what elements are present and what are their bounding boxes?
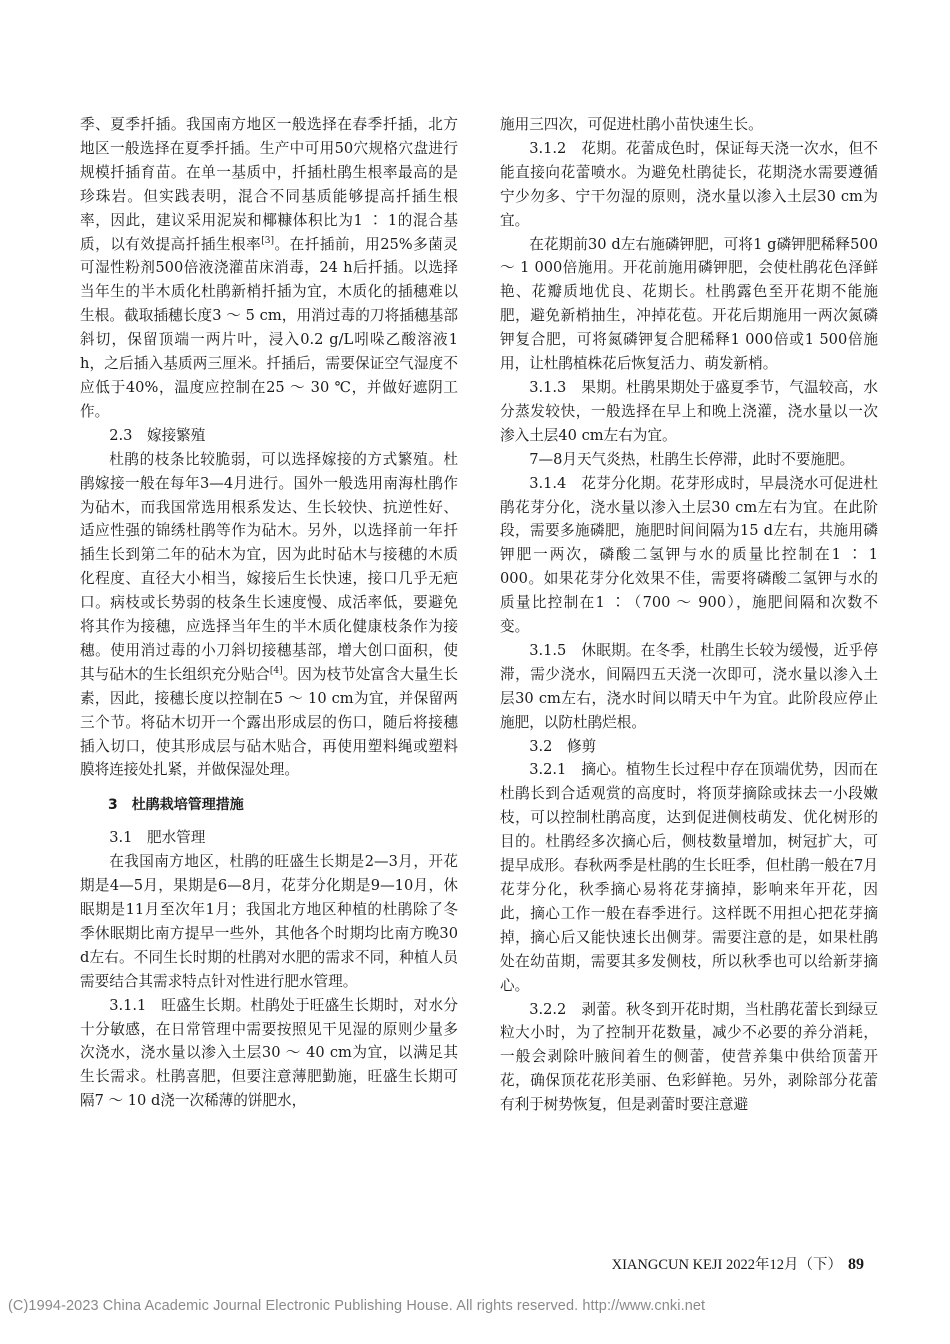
citation-ref: [3] <box>261 235 274 246</box>
paragraph: 在花期前30 d左右施磷钾肥，可将1 g磷钾肥稀释500 ～ 1 000倍施用。开花前施用磷钾肥，会使杜鹃花色泽鲜艳、花瓣质地优良、花期长。杜鹃露色至开花期不能施肥，避免新梢抽生，冲掉花苞。开花后期施用一两次氮磷钾复合肥，可将氮磷钾复合肥稀释1 000倍或1 500倍施用，让杜鹃植株花后恢复活力、萌发新梢。 <box>500 235 878 373</box>
paragraph: 季、夏季扦插。我国南方地区一般选择在春季扦插，北方地区一般选择在夏季扦插。生产中可用50穴规格穴盘进行规模扦插育苗。在单一基质中，扦插杜鹃生根率最高的是珍珠岩。但实践表明，混合不同基质能够提高扦插生根率，因此，建议采用泥炭和椰糠体积比为1 ∶ 1的混合基质，以有效提高扦插生根率[3]。在扦插前，用25%多菌灵可湿性粉剂500倍液浇灌苗床消毒，24 h后扦插。以选择当年生的半木质化杜鹃新梢扦插为宜，木质化的插穗难以生根。截取插穗长度3 ～ 5 cm，用消过毒的刀将插穗基部斜切，保留顶端一两片叶，浸入0.2 g/L吲哚乙酸溶液1 h，之后插入基质两三厘米。扦插后，需要保证空气湿度不应低于40%，温度应控制在25 ～ 30 ℃，并做好遮阴工作。 <box>80 116 458 420</box>
right-column <box>500 113 878 1117</box>
paragraph: 施用三四次，可促进杜鹃小苗快速生长。 <box>500 116 763 133</box>
copyright-watermark: (C)1994-2023 China Academic Journal Electronic Publishing House. All rights reserved. http://www.cnki.net <box>8 1298 706 1314</box>
paragraph: 3.2.2 剥蕾。秋冬到开花时期，当杜鹃花蕾长到绿豆粒大小时，为了控制开花数量，减少不必要的养分消耗，一般会剥除叶腋间着生的侧蕾，使营养集中供给顶蕾开花，确保顶花花形美丽、色彩鲜艳。另外，剥除部分花蕾有利于树势恢复，但是剥蕾时要注意避 <box>500 1000 878 1114</box>
paragraph: 3.1.4 花芽分化期。花芽形成时，早晨浇水可促进杜鹃花芽分化，浇水量以渗入土层30 cm左右为宜。在此阶段，需要多施磷肥，施肥时间间隔为15 d左右，共施用磷钾肥一两次，磷酸二氢钾与水的质量比控制在1 ∶ 1 000。如果花芽分化效果不佳，需要将磷酸二氢钾与水的质量比控制在1 ∶（700 ～ 900），施肥间隔和次数不变。 <box>500 474 878 636</box>
left-column <box>80 113 458 1113</box>
paragraph: 7—8月天气炎热，杜鹃生长停滞，此时不要施肥。 <box>529 450 855 468</box>
section-heading-3-1: 3.1 肥水管理 <box>109 829 206 847</box>
page-number: 89 <box>848 1256 864 1273</box>
section-heading-2-3: 2.3 嫁接繁殖 <box>109 426 206 444</box>
paragraph: 3.2.1 摘心。植物生长过程中存在顶端优势，因而在杜鹃长到合适观赏的高度时，将顶芽摘除或抹去一小段嫩枝，可以控制杜鹃高度，达到促进侧枝萌发、优化树形的目的。杜鹃经多次摘心后，侧枝数量增加，树冠扩大，可提早成形。春秋两季是杜鹃的生长旺季，但杜鹃一般在7月花芽分化，秋季摘心易将花芽摘掉，影响来年开花，因此，摘心工作一般在春季进行。这样既不用担心把花芽摘掉，摘心后又能快速长出侧芽。需要注意的是，如果杜鹃处在幼苗期，需要其多发侧枝，所以秋季也可以给新芽摘心。 <box>500 761 878 994</box>
citation-ref: [4] <box>269 665 283 676</box>
paragraph: 3.1.1 旺盛生长期。杜鹃处于旺盛生长期时，对水分十分敏感，在日常管理中需要按照见干见湿的原则少量多次浇水，浇水量以渗入土层30 ～ 40 cm为宜，以满足其生长需求。杜鹃喜肥，但要注意薄肥勤施，旺盛生长期可隔7 ～ 10 d浇一次稀薄的饼肥水， <box>80 996 458 1110</box>
section-heading-3-2: 3.2 修剪 <box>529 737 597 755</box>
paragraph: 在我国南方地区，杜鹃的旺盛生长期是2—3月，开花期是4—5月，果期是6—8月，花芽分化期是9—10月，休眠期是11月至次年1月；我国北方地区种植的杜鹃除了冬季休眠期比南方提早一些外，其他各个时期均比南方晚30 d左右。不同生长时期的杜鹃对水肥的需求不同，种植人员需要结合其需求特点针对性进行肥水管理。 <box>80 853 458 990</box>
page-footer <box>612 1253 864 1274</box>
paragraph: 杜鹃的枝条比较脆弱，可以选择嫁接的方式繁殖。杜鹃嫁接一般在每年3—4月进行。国外一般选用南海杜鹃作为砧木，而我国常选用根系发达、生长较快、抗逆性好、适应性强的锦绣杜鹃等作为砧木。另外，以选择前一年扦插生长到第二年的砧木为宜，因为此时砧木与接穗的木质化程度、直径大小相当，嫁接后生长快速，接口几乎无疤口。病枝或长势弱的枝条生长速度慢、成活率低，要避免将其作为接穗，应选择当年生的半木质化健康枝条作为接穗。使用消过毒的小刀斜切接穗基部，增大创口面积，使其与砧木的生长组织充分贴合[4]。因为枝节处富含大量生长素，因此，接穗长度以控制在5 ～ 10 cm为宜，并保留两三个节。将砧木切开一个露出形成层的伤口，随后将接穗插入切口，使其形成层与砧木贴合，再使用塑料绳或塑料膜将连接处扎紧，并做保湿处理。 <box>80 450 458 779</box>
paragraph: 3.1.3 果期。杜鹃果期处于盛夏季节，气温较高，水分蒸发较快，一般选择在早上和晚上浇灌，浇水量以一次渗入土层40 cm左右为宜。 <box>500 378 878 444</box>
section-heading-3: 3 杜鹃栽培管理措施 <box>108 797 244 814</box>
journal-name: XIANGCUN KEJI 2022年12月（下） <box>611 1257 842 1273</box>
paragraph: 3.1.5 休眠期。在冬季，杜鹃生长较为缓慢，近乎停滞，需少浇水，间隔四五天浇一次即可，浇水量以渗入土层30 cm左右，浇水时间以晴天中午为宜。此阶段应停止施肥，以防杜鹃烂根。 <box>500 641 878 731</box>
paragraph: 3.1.2 花期。花蕾成色时，保证每天浇一次水，但不能直接向花蕾喷水。为避免杜鹃徒长，花期浇水需要遵循宁少勿多、宁干勿湿的原则，浇水量以渗入土层30 cm为宜。 <box>500 139 878 229</box>
